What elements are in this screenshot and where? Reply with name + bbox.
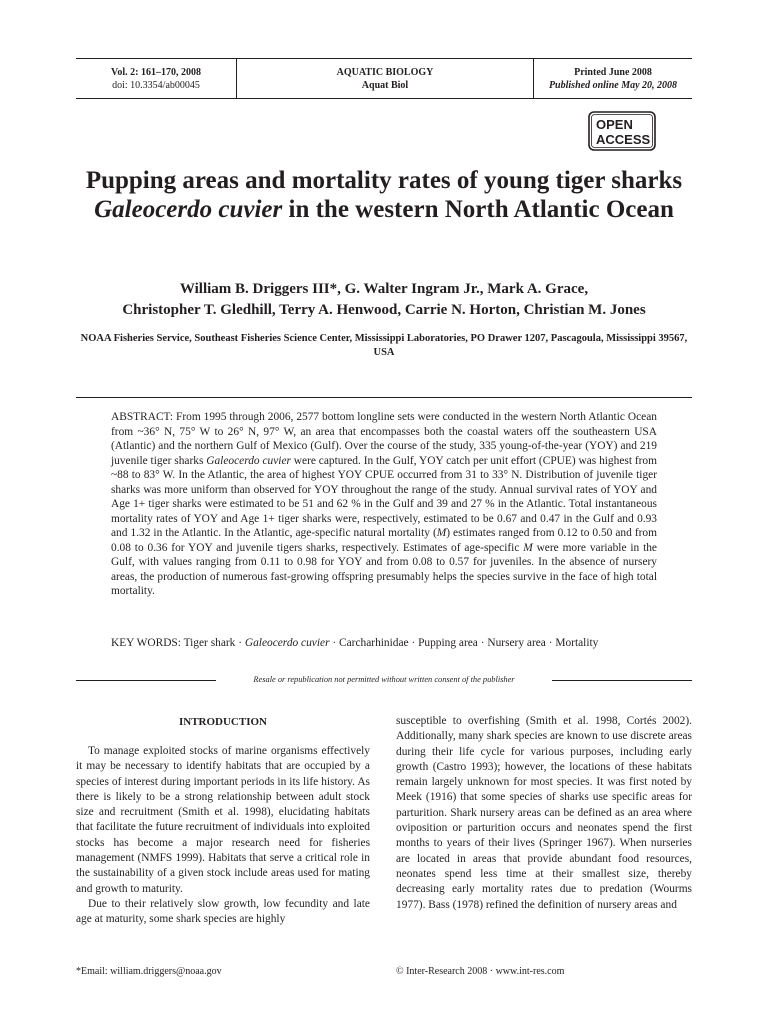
keywords-text: Tiger shark · bbox=[183, 637, 245, 649]
abstract-species: Galeocerdo cuvier bbox=[206, 454, 291, 467]
abstract bbox=[111, 410, 657, 599]
author-list bbox=[60, 279, 708, 321]
abstract-text: From 1995 through 2006, 2577 bottom longline sets were conducted in the western North Atlantic Ocean from ~36° N, 75° W to 26° N, 97° W, an area that encompasses both the coastal waters off the southeastern USA (Atlantic) and the northern Gulf of Mexico (Gulf). Over the course of the study, 335 young-of-the-year (YOY) and 219 juvenile tiger sharks bbox=[111, 411, 657, 467]
journal-info bbox=[237, 66, 533, 92]
abstract-text: ) estimates ranged from 0.12 to 0.50 and from 0.08 to 0.36 for YOY and juvenile tigers sharks, respectively. Estimates of age-specific bbox=[111, 527, 657, 554]
abstract-text: were more variable in the Gulf, with values ranging from 0.11 to 0.98 for YOY and from 0.08 to 0.57 for juveniles. In the absence of nursery areas, the production of numerous fast-growing offspring presumably helps the species survive in the face of high total mortality. bbox=[111, 541, 657, 597]
copyright: © Inter-Research 2008 · www.int-res.com bbox=[396, 966, 565, 977]
volume-info bbox=[76, 66, 236, 92]
section-heading: INTRODUCTION bbox=[178, 716, 267, 728]
paragraph: susceptible to overfishing (Smith et al. 1998, Cortés 2002). Additionally, many shark species are known to use discrete areas during their life cycle for various purposes, including early growth (Castro 1993); however, the locations of these habitats remain largely unknown for most species. It was first noted by Meek (1916) that some species of sharks use specific areas for parturition. Shark nursery areas can be defined as an area where oviposition or parturition occurs and neonates spend the first months to years of their lives (Springer 1967). When nurseries are located in areas that provide abundant food resources, neonates spend less time at their smallest size, thereby decreasing early mortality rates due to predation (Wourms 1977). Bass (1978) refined the definition of nursery areas and bbox=[396, 715, 692, 911]
column-right bbox=[396, 714, 692, 913]
resale-rule bbox=[76, 680, 216, 681]
affiliation: NOAA Fisheries Service, Southeast Fisheries Science Center, Mississippi Laboratories, PO Drawer 1207, Pascagoula, Mississippi 39567, USA bbox=[80, 333, 688, 358]
logo-text-access: ACCESS bbox=[596, 132, 651, 147]
authors-line: William B. Driggers III*, G. Walter Ingram Jr., Mark A. Grace, bbox=[179, 281, 589, 297]
keywords-text: · Carcharhinidae · Pupping area · Nursery area · Mortality bbox=[329, 637, 599, 649]
paragraph: To manage exploited stocks of marine organisms effectively it may be necessary to identify habitats that are occupied by a species of interest during important periods in its life history. As there is likely to be a strong relationship between adult stock size and recruitment (Smith et al. 1998), elucidating habitats that facilitate the future recruitment of individuals into exploited stocks has become a major research need for fisheries management (NMFS 1999). Habitats that serve a critical role in the sustainability of a given stock include areas used for mating and growth to maturity. bbox=[76, 745, 370, 895]
published-online-date: Published online May 20, 2008 bbox=[548, 80, 678, 91]
abstract-label: ABSTRACT: bbox=[111, 411, 177, 423]
printed-date: Printed June 2008 bbox=[574, 67, 652, 78]
abstract-text: were captured. In the Gulf, YOY catch per unit effort (CPUE) was highest from ~88 to 83° W. In the Atlantic, the area of highest YOY CPUE occurred from 31 to 33° N. Distribution of juvenile tiger sharks was more uniform than observed for YOY throughout the range of the study. Annual survival rates of YOY and Age 1+ tiger sharks were estimated to be 51 and 62 % in the Gulf and 39 and 27 % in the Atlantic. Total instantaneous mortality rates of YOY and Age 1+ tiger sharks were, respectively, estimated to be 0.67 and 0.47 in the Gulf and 0.93 and 1.32 in the Atlantic. In the Atlantic, age-specific natural mortality ( bbox=[111, 454, 657, 539]
email-footnote: *Email: william.driggers@noaa.gov bbox=[76, 966, 222, 977]
title-part: in the western North Atlantic Ocean bbox=[282, 196, 674, 223]
title-species: Galeocerdo cuvier bbox=[94, 196, 283, 223]
keywords-label: KEY WORDS: bbox=[111, 637, 184, 649]
abstract-rule bbox=[76, 397, 692, 398]
resale-notice: Resale or republication not permitted without written consent of the publisher bbox=[253, 675, 515, 684]
open-access-icon bbox=[588, 111, 656, 151]
volume: Vol. 2: 161–170, 2008 bbox=[111, 67, 201, 78]
keywords-species: Galeocerdo cuvier bbox=[244, 637, 330, 649]
abstract-symbol: M bbox=[523, 541, 533, 554]
paragraph: Due to their relatively slow growth, low fecundity and late age at maturity, some shark species are highly bbox=[76, 897, 370, 926]
paper-title bbox=[60, 166, 708, 224]
authors-line: Christopher T. Gledhill, Terry A. Henwood, Carrie N. Horton, Christian M. Jones bbox=[122, 302, 646, 318]
column-left bbox=[76, 744, 370, 928]
keywords bbox=[111, 636, 657, 651]
header-rule-bottom bbox=[76, 98, 692, 99]
publication-dates bbox=[534, 66, 692, 92]
journal-abbrev: Aquat Biol bbox=[361, 80, 409, 91]
header-rule-top bbox=[76, 58, 692, 59]
title-part: Pupping areas and mortality rates of young tiger sharks bbox=[85, 167, 683, 194]
doi: doi: 10.3354/ab00045 bbox=[112, 80, 200, 91]
journal-name: AQUATIC BIOLOGY bbox=[336, 67, 434, 78]
abstract-symbol: M bbox=[436, 527, 447, 539]
logo-text-open: OPEN bbox=[596, 117, 633, 132]
resale-rule bbox=[552, 680, 692, 681]
